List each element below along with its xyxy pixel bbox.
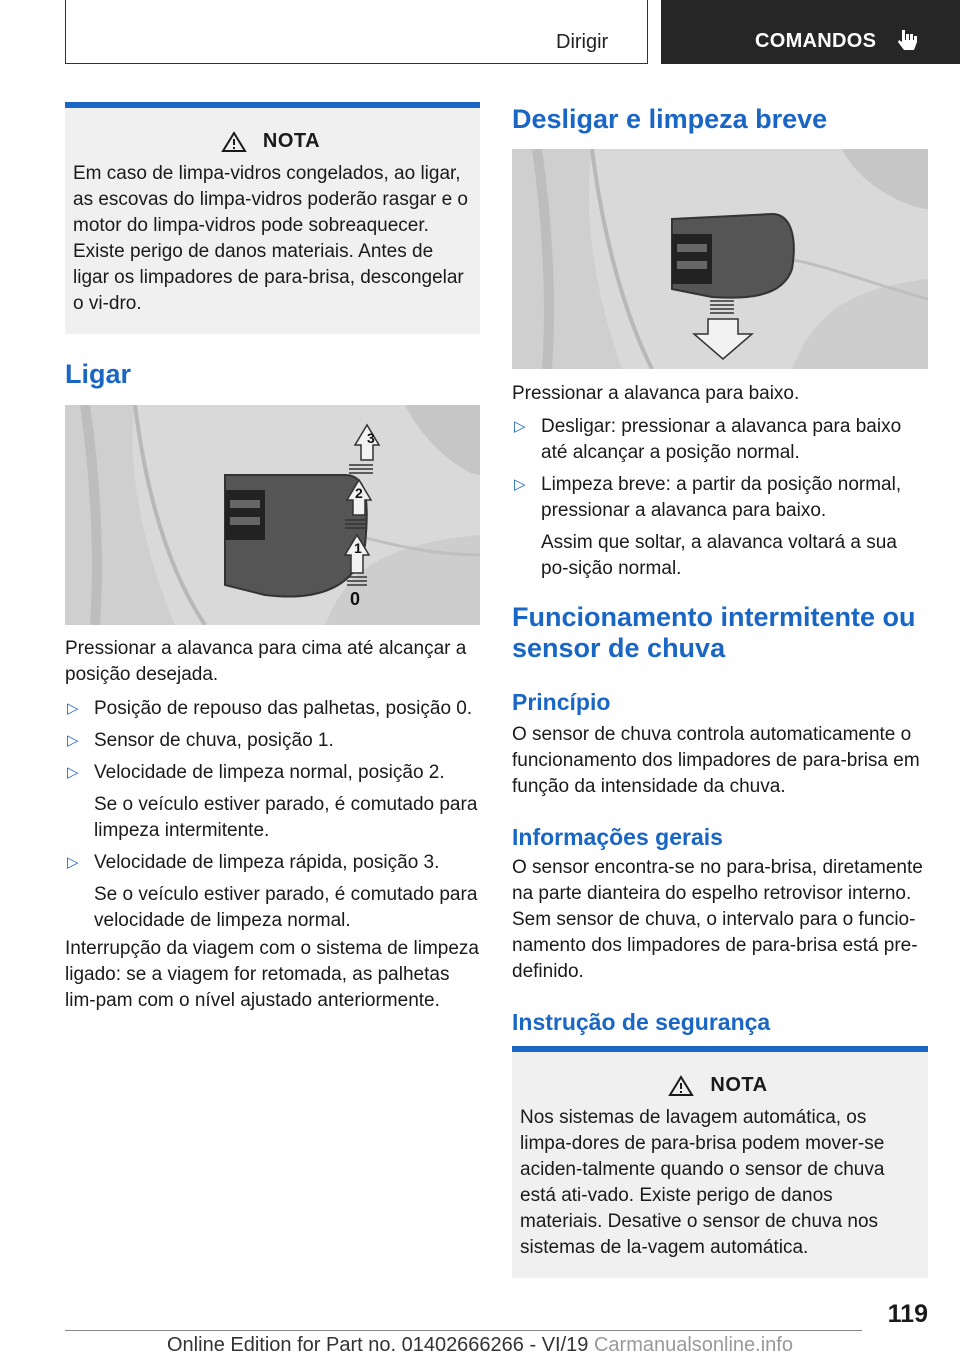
notice-text: Nos sistemas de lavagem automática, os limpa-dores de para-brisa podem mover-se aciden-talmente quando o sensor de chuva está ati-vado. Existe perigo de danos materiais. Desative o sensor de chuva nos sistemas de la-vagem automática. xyxy=(520,1107,885,1258)
list-item-note: Se o veículo estiver parado, é comutado para velocidade de limpeza normal. xyxy=(94,884,478,931)
heading-principio: Princípio xyxy=(512,689,611,715)
heading-desligar: Desligar e limpeza breve xyxy=(512,104,828,134)
notice-text: Em caso de limpa-vidros congelados, ao ligar, as escovas do limpa-vidros poderão rasgar e o motor do limpa-vidros pode sobreaquecer. Existe perigo de danos materiais. Antes de ligar os limpadores de para-brisa, descongelar o vi-dro. xyxy=(73,163,468,314)
warning-icon xyxy=(668,1075,694,1097)
list-item: ▷ Limpeza breve: a partir da posição normal, pressionar a alavanca para baixo. xyxy=(514,474,902,521)
list-item: ▷ Velocidade de limpeza rápida, posição 3. xyxy=(65,850,480,876)
principio-text: O sensor de chuva controla automaticamente o funcionamento dos limpadores de para-brisa em função da intensidade da chuva. xyxy=(512,724,920,797)
ligar-intro: Pressionar a alavanca para cima até alcançar a posição desejada. xyxy=(65,638,467,685)
heading-ligar: Ligar xyxy=(65,359,132,389)
watermark-text: Carmanualsonline.info xyxy=(593,1334,793,1356)
footer xyxy=(0,1334,960,1357)
triangle-bullet-icon: ▷ xyxy=(67,854,79,871)
figure-label-0: 0 xyxy=(350,589,361,609)
list-item: ▷ Posição de repouso das palhetas, posição 0. xyxy=(65,696,480,722)
figure-wiper-lever-up xyxy=(65,405,480,625)
footer-divider xyxy=(65,1330,862,1331)
notice-box-left xyxy=(65,102,480,334)
figure-label-2: 2 xyxy=(355,485,363,501)
figure-illustration xyxy=(512,149,928,369)
figure-illustration xyxy=(65,405,480,625)
section-label: Dirigir xyxy=(556,31,609,53)
informacoes-text: O sensor encontra-se no para-brisa, diretamente na parte dianteira do espelho retrovisor interno. Sem sensor de chuva, o intervalo para o funcio-namento dos limpadores de para-brisa está pre-definido. xyxy=(512,857,923,982)
triangle-bullet-icon: ▷ xyxy=(67,700,79,717)
list-item: ▷ Desligar: pressionar a alavanca para baixo até alcançar a posição normal. xyxy=(514,416,902,463)
page-number: 119 xyxy=(887,1300,928,1328)
figure-label-3: 3 xyxy=(367,430,375,446)
list-item: ▷ Velocidade de limpeza normal, posição 2. xyxy=(65,760,480,786)
figure-wiper-lever-down xyxy=(512,149,928,369)
notice-title: NOTA xyxy=(710,1074,768,1096)
warning-icon xyxy=(221,131,247,153)
heading-funcionamento: Funcionamento intermitente ou sensor de chuva xyxy=(512,602,916,663)
notice-box-right xyxy=(512,1046,928,1278)
ligar-outro: Interrupção da viagem com o sistema de limpeza ligado: se a viagem for retomada, as palhetas lim-pam com o nível ajustado anteriormente. xyxy=(65,938,479,1011)
chapter-label: COMANDOS xyxy=(755,30,877,52)
triangle-bullet-icon: ▷ xyxy=(67,732,79,749)
triangle-bullet-icon: ▷ xyxy=(514,476,526,493)
figure-label-1: 1 xyxy=(354,540,362,556)
chapter-tab[interactable] xyxy=(661,0,960,64)
desligar-intro: Pressionar a alavanca para baixo. xyxy=(512,383,800,404)
list-item: ▷ Sensor de chuva, posição 1. xyxy=(65,728,480,754)
triangle-bullet-icon: ▷ xyxy=(67,764,79,781)
list-item-note: Se o veículo estiver parado, é comutado para limpeza intermitente. xyxy=(94,794,478,841)
list-item-note: Assim que soltar, a alavanca voltará a sua po-sição normal. xyxy=(541,532,897,579)
heading-seguranca: Instrução de segurança xyxy=(512,1009,771,1035)
hand-pointer-icon xyxy=(897,28,919,54)
edition-text: Online Edition for Part no. 01402666266 - VI/19 xyxy=(167,1334,589,1356)
triangle-bullet-icon: ▷ xyxy=(514,418,526,435)
heading-informacoes: Informações gerais xyxy=(512,824,723,850)
notice-title: NOTA xyxy=(262,130,321,152)
